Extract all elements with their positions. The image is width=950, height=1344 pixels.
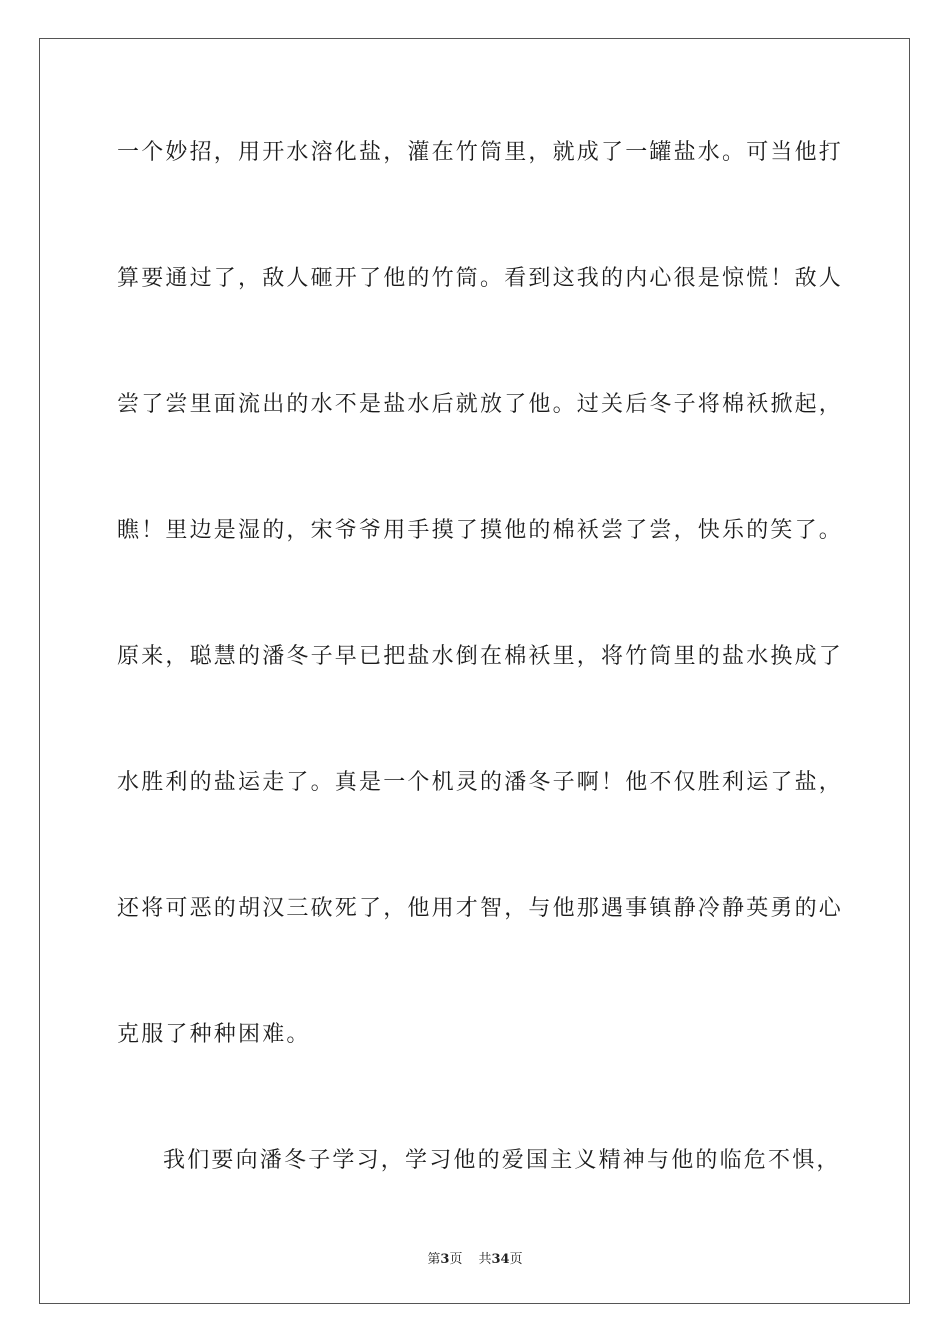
text-line: 原来，聪慧的潘冬子早已把盐水倒在棉袄里，将竹筒里的盐水换成了 bbox=[117, 644, 844, 669]
document-body bbox=[117, 128, 844, 1262]
page-number: 3 bbox=[440, 1252, 450, 1267]
text-line: 尝了尝里面流出的水不是盐水后就放了他。过关后冬子将棉袄掀起， bbox=[117, 392, 844, 417]
page-prefix: 第 bbox=[427, 1252, 441, 1267]
total-prefix: 共 bbox=[478, 1252, 492, 1267]
page-suffix: 页 bbox=[449, 1252, 463, 1267]
total-suffix: 页 bbox=[509, 1252, 523, 1267]
text-line: 克服了种种困难。 bbox=[117, 1022, 311, 1047]
text-line: 算要通过了，敌人砸开了他的竹筒。看到这我的内心很是惊慌！敌人 bbox=[117, 266, 844, 291]
text-line: 一个妙招，用开水溶化盐，灌在竹筒里，就成了一罐盐水。可当他打 bbox=[117, 140, 844, 165]
text-line: 瞧！里边是湿的，宋爷爷用手摸了摸他的棉袄尝了尝，快乐的笑了。 bbox=[117, 518, 844, 543]
page-footer bbox=[0, 1248, 950, 1267]
text-line: 还将可恶的胡汉三砍死了，他用才智，与他那遇事镇静冷静英勇的心 bbox=[117, 896, 844, 921]
text-line: 水胜利的盐运走了。真是一个机灵的潘冬子啊！他不仅胜利运了盐， bbox=[117, 770, 844, 795]
paragraph-start-line: 我们要向潘冬子学习，学习他的爱国主义精神与他的临危不惧， bbox=[163, 1148, 841, 1173]
total-pages: 34 bbox=[491, 1252, 510, 1267]
